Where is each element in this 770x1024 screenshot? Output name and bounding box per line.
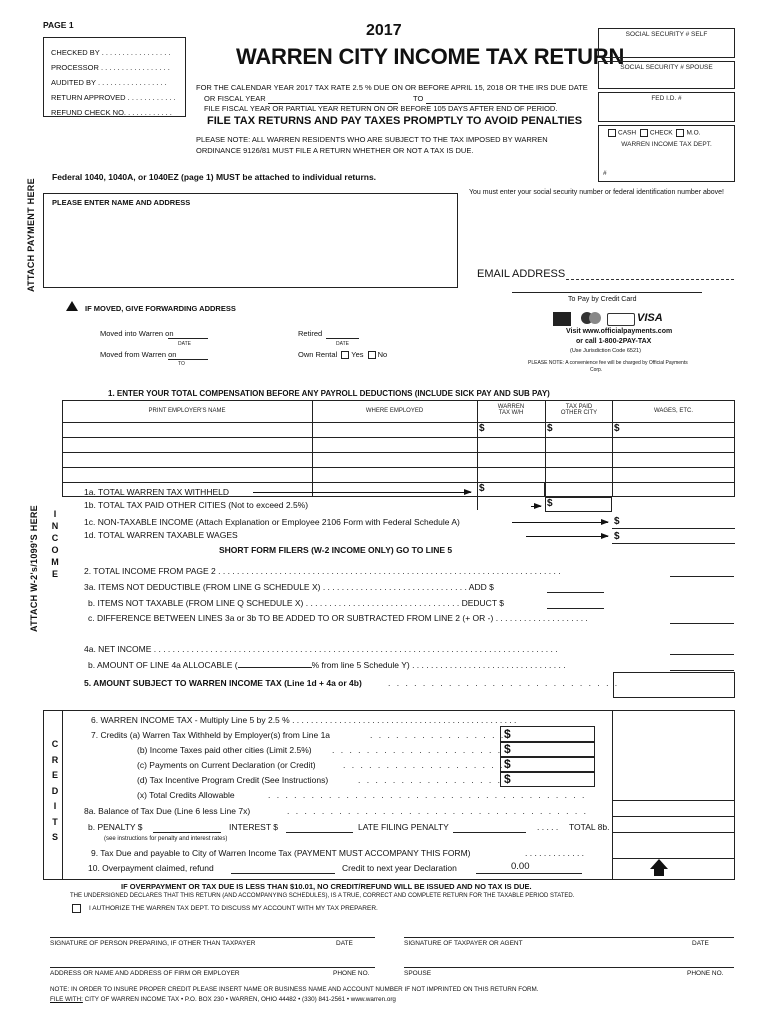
income-letter: M <box>51 557 59 567</box>
retired-label: Retired <box>298 329 323 338</box>
payment-type-options <box>606 129 701 137</box>
line-8b-late-field[interactable] <box>453 832 526 833</box>
cash-checkbox[interactable] <box>608 129 616 137</box>
office-audited-by: AUDITED BY . . . . . . . . . . . . . . . . . <box>51 78 167 87</box>
moved-into-date-cap: DATE <box>178 341 191 347</box>
spouse-label: SPOUSE <box>404 970 432 977</box>
line-5-leader: . . . . . . . . . . . . . . . . . . . . . . . . . . . <box>388 678 620 688</box>
calendar-year-line: FOR THE CALENDAR YEAR 2017 TAX RATE 2.5 % DUE ON OR BEFORE APRIL 15, 2018 OR THE IRS DUE DATE <box>196 83 588 92</box>
line-4b-row <box>88 660 566 670</box>
credits-letter: T <box>52 816 58 827</box>
retired-field[interactable] <box>326 338 359 339</box>
moved-from-label: Moved from Warren on <box>100 350 177 359</box>
line-8a-label: 8a. Balance of Tax Due (Line 6 less Line 7x) <box>84 806 251 816</box>
line-4b-label-a: b. AMOUNT OF LINE 4a ALLOCABLE ( <box>88 660 238 670</box>
fiscal-year-label: OR FISCAL YEAR <box>204 94 266 103</box>
card-fee-note-1: PLEASE NOTE: A convenience fee will be charged by Official Payments <box>528 360 688 366</box>
line-10-credit-label: Credit to next year Declaration <box>342 863 457 873</box>
line-8b-interest: INTEREST $ <box>229 822 278 832</box>
card-phone: or call 1-800-2PAY-TAX <box>576 338 652 345</box>
line-3a-label: 3a. ITEMS NOT DEDUCTIBLE (FROM LINE G SCHEDULE X) . . . . . . . . . . . . . . . . . . . . . . . . . . . . . . . ADD $ <box>84 582 494 592</box>
line-7c-label: (c) Payments on Current Declaration (or Credit) <box>137 760 316 770</box>
line-7b-label: (b) Income Taxes paid other cities (Limit 2.5%) <box>137 745 312 755</box>
fed-id-label: FED I.D. # <box>651 95 682 102</box>
line-7b-leader: . . . . . . . . . . . . . . . . . . . . <box>332 745 503 755</box>
file-with-label: FILE WITH: <box>50 996 83 1003</box>
income-letter: E <box>51 569 58 579</box>
line-3b-field[interactable] <box>547 608 604 609</box>
fiscal-deadline-line: FILE FISCAL YEAR OR PARTIAL YEAR RETURN ON OR BEFORE 105 DAYS AFTER END OF PERIOD. <box>204 104 558 113</box>
line-7c-leader: . . . . . . . . . . . . . . . . . . . <box>343 760 505 770</box>
line-4b-label-b: % from line 5 Schedule Y) . . . . . . . . . . . . . . . . . . . . . . . . . . . . . . . . . <box>311 660 566 670</box>
line-1b-dollar: $ <box>547 498 553 509</box>
line-10-label: 10. Overpayment claimed, refund <box>88 863 214 873</box>
line-5-field[interactable] <box>613 672 735 698</box>
income-letter: I <box>53 509 57 519</box>
footer-note: NOTE: IN ORDER TO INSURE PROPER CREDIT PLEASE INSERT NAME OR BUSINESS NAME AND ACCOUNT NUMBER IF NOT IMPRINTED ON THIS RETURN FORM. <box>50 986 539 993</box>
up-arrow-stem <box>654 868 664 876</box>
line-7b-dollar: $ <box>504 742 511 756</box>
card-fee-note-2: Corp. <box>590 367 603 373</box>
name-address-field[interactable] <box>43 193 458 288</box>
line-9-field[interactable] <box>612 858 735 859</box>
line-1d-dollar: $ <box>614 531 620 542</box>
line-1b-label: 1b. TOTAL TAX PAID OTHER CITIES (Not to exceed 2.5%) <box>84 500 309 510</box>
line-1b-arrow-icon <box>531 506 541 507</box>
line-7x-field[interactable] <box>612 800 735 801</box>
line-8b-interest-field[interactable] <box>286 832 353 833</box>
file-with-row <box>50 996 396 1003</box>
line-4a-field[interactable] <box>670 654 734 655</box>
col-where: WHERE EMPLOYED <box>365 408 424 414</box>
line-7b-field[interactable] <box>500 742 595 757</box>
line-3b-label: b. ITEMS NOT TAXABLE (FROM LINE Q SCHEDULE X) . . . . . . . . . . . . . . . . . . . . . . . . . . . . . . . . . DEDUCT $ <box>88 598 504 608</box>
line-1a-dollar: $ <box>479 483 485 494</box>
moved-into-label: Moved into Warren on <box>100 329 174 338</box>
line-7a-dollar: $ <box>504 727 511 741</box>
line-2-field[interactable] <box>670 576 734 577</box>
fiscal-to-label: TO <box>413 94 424 103</box>
line-7d-dollar: $ <box>504 772 511 786</box>
dollar-warren-tax: $ <box>479 423 485 434</box>
line-8b-penalty: b. PENALTY $ <box>88 822 143 832</box>
line-6-label: 6. WARREN INCOME TAX - Multiply Line 5 by 2.5 % . . . . . . . . . . . . . . . . . . . . . . . . . . . . . . . . . . . . . . . . . . . . . . . . <box>91 715 517 725</box>
line-7c-field[interactable] <box>500 757 595 772</box>
income-side-letters <box>50 508 60 580</box>
income-letter: C <box>51 533 59 543</box>
rental-yes-checkbox[interactable] <box>341 351 349 359</box>
moved-from-field[interactable] <box>168 359 208 360</box>
line-10-credit-field[interactable] <box>476 873 582 874</box>
email-field[interactable] <box>566 279 734 280</box>
line-1d-arrow-icon <box>526 536 608 537</box>
office-checked-by: CHECKED BY . . . . . . . . . . . . . . . . . <box>51 48 171 57</box>
credits-letter: I <box>53 801 57 811</box>
line-4a-label: 4a. NET INCOME . . . . . . . . . . . . . . . . . . . . . . . . . . . . . . . . . . . . . . . . . . . . . . . . . . . . . . . . . . . . . . . . . . . . . . . . . . . . . . . . . . . . . . <box>84 644 558 654</box>
line-1a-field[interactable] <box>477 482 545 497</box>
office-processor: PROCESSOR . . . . . . . . . . . . . . . . . <box>51 63 170 72</box>
preparer-address-field[interactable] <box>50 967 375 968</box>
rental-no-checkbox[interactable] <box>368 351 376 359</box>
line-7d-field[interactable] <box>500 772 595 787</box>
income-letter: N <box>51 521 59 531</box>
form-year: 2017 <box>366 22 402 39</box>
attach-w2-label: ATTACH W-2's/1099'S HERE <box>29 505 39 632</box>
line-7a-leader: . . . . . . . . . . . . . . . . <box>370 730 506 740</box>
line-5-label: 5. AMOUNT SUBJECT TO WARREN INCOME TAX (Line 1d + 4a or 4b) <box>84 678 362 688</box>
cash-label: CASH <box>618 129 637 137</box>
spouse-signature-field[interactable] <box>404 967 734 968</box>
sig-preparer-label: SIGNATURE OF PERSON PREPARING, IF OTHER THAN TAXPAYER <box>50 940 256 947</box>
moved-into-field[interactable] <box>168 338 208 339</box>
line-3a-field[interactable] <box>547 592 604 593</box>
rental-yes-label: Yes <box>351 350 364 359</box>
office-use-list <box>51 45 176 120</box>
federal-attach-note: Federal 1040, 1040A, or 1040EZ (page 1) MUST be attached to individual returns. <box>52 172 377 182</box>
check-label: CHECK <box>649 129 673 137</box>
line-8b-total: TOTAL 8b. <box>569 822 610 832</box>
pay-card-title: To Pay by Credit Card <box>568 296 637 303</box>
form-title: WARREN CITY INCOME TAX RETURN <box>236 44 625 69</box>
credits-letter: D <box>51 785 59 796</box>
name-address-label: PLEASE ENTER NAME AND ADDRESS <box>52 198 191 207</box>
line-3c-label: c. DIFFERENCE BETWEEN LINES 3a or 3b TO BE ADDED TO OR SUBTRACTED FROM LINE 2 (+ OR -) . . . . . . . . . . . . . . . . . . . . <box>88 613 588 623</box>
credits-side-letters <box>50 737 60 846</box>
office-refund-check: REFUND CHECK NO. . . . . . . . . . . . <box>51 108 172 117</box>
line-7d-leader: . . . . . . . . . . . . . . . . . <box>358 775 502 785</box>
line-1c-dollar: $ <box>614 516 620 527</box>
line-8-note: (see instructions for penalty and interest rates) <box>104 836 228 842</box>
authorize-checkbox[interactable] <box>72 904 81 913</box>
office-return-approved: RETURN APPROVED . . . . . . . . . . . . <box>51 93 176 102</box>
line-7a-label: 7. Credits (a) Warren Tax Withheld by Employer(s) from Line 1a <box>91 730 331 740</box>
file-with-address: CITY OF WARREN INCOME TAX • P.O. BOX 230 • WARREN, OHIO 44482 • (330) 841-2561 • www.warren.org <box>84 996 396 1003</box>
line-8b-penalty-field[interactable] <box>153 832 221 833</box>
dollar-other-city: $ <box>547 423 553 434</box>
ssn-spouse-label: SOCIAL SECURITY # SPOUSE <box>620 64 713 71</box>
line-1c-arrow-icon <box>512 522 608 523</box>
credits-letter: R <box>51 754 59 765</box>
line-3c-field[interactable] <box>670 623 734 624</box>
line-9-label: 9. Tax Due and payable to City of Warren Income Tax (PAYMENT MUST ACCOMPANY THIS FORM) <box>91 848 471 858</box>
if-moved-label: IF MOVED, GIVE FORWARDING ADDRESS <box>85 304 236 313</box>
card-website: Visit www.officialpayments.com <box>566 328 673 335</box>
authorize-row <box>70 904 378 913</box>
line-7x-label: (x) Total Credits Allowable <box>137 790 235 800</box>
sig-preparer-date-label: DATE <box>336 940 353 947</box>
own-rental-row <box>298 350 387 359</box>
income-letter: O <box>51 545 59 555</box>
receipt-hash: # <box>603 170 607 177</box>
authorize-text: I AUTHORIZE THE WARREN TAX DEPT. TO DISCUSS MY ACCOUNT WITH MY TAX PREPARER. <box>89 905 378 913</box>
overpayment-note: IF OVERPAYMENT OR TAX DUE IS LESS THAN $10.01, NO CREDIT/REFUND WILL BE ISSUED AND NO TAX IS DUE. <box>121 882 532 891</box>
sig-taxpayer-label: SIGNATURE OF TAXPAYER OR AGENT <box>404 940 523 947</box>
declaration-text: THE UNDERSIGNED DECLARES THAT THIS RETURN (AND ACCOMPANYING SCHEDULES), IS A TRUE, CORRECT AND COMPLETE RETURN FOR THE TAXABLE PERIOD STATED. <box>70 893 575 899</box>
mo-label: M.O. <box>686 129 701 137</box>
col-wages: WAGES, ETC. <box>653 408 694 414</box>
line-9-leader: . . . . . . . . . . . . . <box>525 848 585 858</box>
line-8a-leader: . . . . . . . . . . . . . . . . . . . . . . . . . . . . . . . . . . . <box>287 806 588 816</box>
sig-taxpayer-field[interactable] <box>404 937 734 938</box>
line-4b-pct-field[interactable] <box>238 667 312 668</box>
line-1a-label: 1a. TOTAL WARREN TAX WITHHELD <box>84 487 229 497</box>
dollar-wages: $ <box>614 423 620 434</box>
line-1b-field[interactable] <box>545 497 612 512</box>
visa-logo: VISA <box>637 312 663 324</box>
spouse-phone-label: PHONE NO. <box>687 970 724 977</box>
check-checkbox[interactable] <box>640 129 648 137</box>
resident-note-2: ORDINANCE 9126/81 MUST FILE A RETURN WHETHER OR NOT A TAX IS DUE. <box>196 146 474 155</box>
line-8b-late: LATE FILING PENALTY <box>358 822 449 832</box>
email-label: EMAIL ADDRESS <box>477 268 566 280</box>
retired-date-cap: DATE <box>336 341 349 347</box>
line-2-label: 2. TOTAL INCOME FROM PAGE 2 . . . . . . . . . . . . . . . . . . . . . . . . . . . . . . . . . . . . . . . . . . . . . . . . . . . . . . . . . . . . . . . . . . . . . . . . . <box>84 566 561 576</box>
credits-letter: E <box>51 770 58 780</box>
moved-arrow-icon <box>66 301 78 311</box>
short-form-note: SHORT FORM FILERS (W-2 INCOME ONLY) GO TO LINE 5 <box>219 545 453 555</box>
line-8b-field[interactable] <box>612 832 735 833</box>
resident-note-1: PLEASE NOTE: ALL WARREN RESIDENTS WHO ARE SUBJECT TO THE TAX IMPOSED BY WARREN <box>196 135 548 144</box>
line-10-refund-field[interactable] <box>231 873 335 874</box>
ssn-required-note: You must enter your social security number or federal identification number above! <box>469 189 724 196</box>
date-stamp-label: WARREN INCOME TAX DEPT. <box>621 141 712 148</box>
col-warren-tax: WARREN TAX W/H <box>497 404 525 416</box>
line-10-credit-value: 0.00 <box>511 861 530 872</box>
line-7d-label: (d) Tax Incentive Program Credit (See Instructions) <box>137 775 329 785</box>
line-7x-leader: . . . . . . . . . . . . . . . . . . . . . . . . . . . . . . . . . . . . . <box>268 790 587 800</box>
sig-taxpayer-date-label: DATE <box>692 940 709 947</box>
own-rental-label: Own Rental <box>298 350 338 359</box>
sig-preparer-field[interactable] <box>50 937 375 938</box>
page-label: PAGE 1 <box>43 20 74 30</box>
line-4b-field[interactable] <box>670 670 734 671</box>
penalty-banner: FILE TAX RETURNS AND PAY TAXES PROMPTLY TO AVOID PENALTIES <box>207 115 583 127</box>
line-7a-field[interactable] <box>500 726 595 742</box>
ssn-self-label: SOCIAL SECURITY # SELF <box>625 31 708 38</box>
preparer-phone-label: PHONE NO. <box>333 970 370 977</box>
line-8b-leader: . . . . . <box>537 822 559 832</box>
col-employer: PRINT EMPLOYER'S NAME <box>148 408 226 414</box>
amex-logo-icon <box>553 312 571 326</box>
line-1a-arrow-icon <box>253 492 471 493</box>
section1-title: 1. ENTER YOUR TOTAL COMPENSATION BEFORE ANY PAYROLL DEDUCTIONS (INCLUDE SICK PAY AND SUB PAY) <box>108 389 550 398</box>
mo-checkbox[interactable] <box>676 129 684 137</box>
line-1c-label: 1c. NON-TAXABLE INCOME (Attach Explanation or Employee 2106 Form with Federal Schedule A) <box>84 517 460 527</box>
moved-from-to-cap: TO <box>178 361 185 367</box>
col-other-city: TAX PAID OTHER CITY <box>560 404 598 416</box>
attach-payment-label: ATTACH PAYMENT HERE <box>26 178 36 292</box>
mastercard-logo-icon <box>581 312 607 324</box>
discover-logo-icon <box>607 313 635 326</box>
preparer-address-label: ADDRESS OR NAME AND ADDRESS OF FIRM OR EMPLOYER <box>50 970 240 977</box>
card-jurisdiction-code: (Use Jurisdiction Code 6521) <box>570 348 641 354</box>
credits-letter: C <box>51 739 59 749</box>
line-1d-label: 1d. TOTAL WARREN TAXABLE WAGES <box>84 530 238 540</box>
credits-letter: S <box>51 832 58 842</box>
rental-no-label: No <box>377 350 388 359</box>
line-8a-field[interactable] <box>612 816 735 817</box>
line-7c-dollar: $ <box>504 757 511 771</box>
